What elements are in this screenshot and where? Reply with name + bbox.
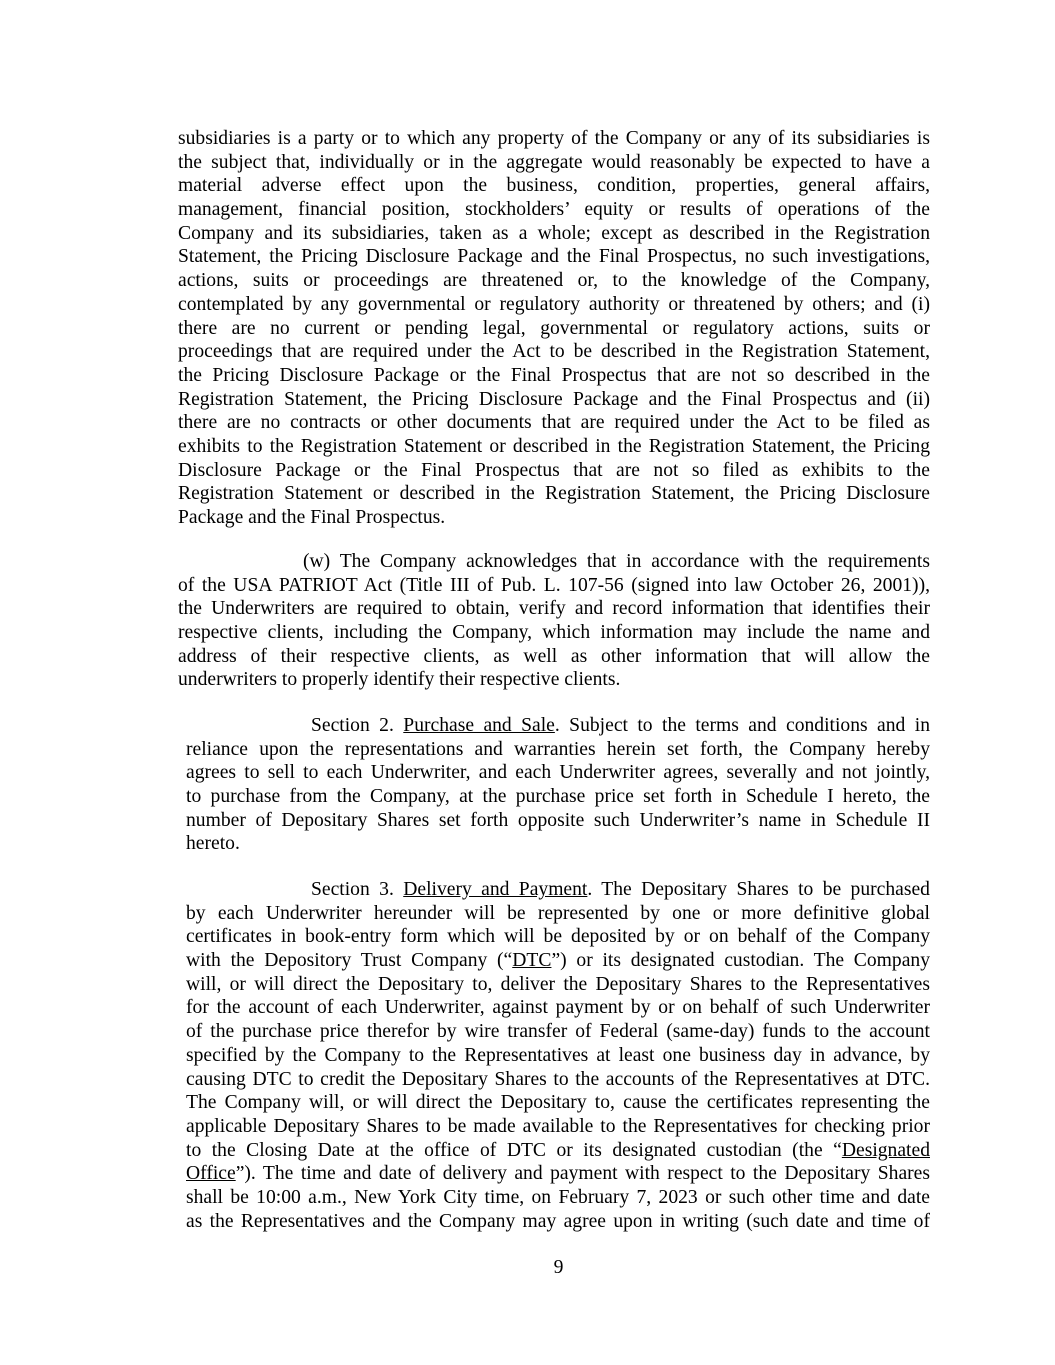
section-3-delivery-and-payment <box>186 878 930 1233</box>
text-line: as the Representatives and the Company may agree upon in writing (such date and time of <box>186 1210 930 1232</box>
underlined-term: Purchase and Sale <box>403 715 555 736</box>
text-line: proceedings that are required under the Act to be described in the Registration Statement, <box>178 341 930 363</box>
text-line: number of Depositary Shares set forth opposite such Underwriter’s name in Schedule II <box>186 809 930 831</box>
text-line: agrees to sell to each Underwriter, and each Underwriter agrees, severally and not jointly, <box>186 762 930 784</box>
text-line: for the account of each Underwriter, against payment by or on behalf of such Underwriter <box>186 997 930 1019</box>
text-segment: . The Depositary Shares to be purchased <box>587 879 930 900</box>
text-line: material adverse effect upon the business, condition, properties, general affairs, <box>178 175 930 197</box>
text-segment: with the Depository Trust Company (“ <box>186 950 513 972</box>
page-number: 9 <box>553 1257 564 1278</box>
text-line: subsidiaries is a party or to which any property of the Company or any of its subsidiaries is <box>178 128 930 149</box>
text-line: hereto. <box>186 833 240 855</box>
text-line: will, or will direct the Depositary to, deliver the Depositary Shares to the Representatives <box>186 973 930 995</box>
text-line: Package and the Final Prospectus. <box>178 507 446 528</box>
text-line: of the purchase price therefor by wire transfer of Federal (same-day) funds to the account <box>186 1021 930 1043</box>
text-line: Company and its subsidiaries, taken as a whole; except as described in the Registration <box>178 222 930 244</box>
text-line: the Underwriters are required to obtain, verify and record information that identifies their <box>178 598 930 620</box>
text-line: underwriters to properly identify their respective clients. <box>178 669 621 691</box>
text-line: shall be 10:00 a.m., New York City time, on February 7, 2023 or such other time and date <box>186 1186 930 1208</box>
text-segment: (w) The Company acknowledges that in accordance with the requirements <box>303 551 930 572</box>
text-line: Disclosure Package or the Final Prospectus that are not so filed as exhibits to the <box>178 459 930 481</box>
text-line: management, financial position, stockholders’ equity or results of operations of the <box>178 199 930 221</box>
text-line: there are no contracts or other documents that are required under the Act to be filed as <box>178 412 930 434</box>
text-segment: to the Closing Date at the office of DTC or its designated custodian (the “ <box>186 1139 842 1161</box>
text-line <box>186 949 930 973</box>
text-line: Registration Statement or described in the Registration Statement, the Pricing Disclosure <box>178 483 930 505</box>
text-line: the Pricing Disclosure Package or the Final Prospectus that are not so described in the <box>178 364 930 386</box>
underlined-term: DTC <box>512 950 552 972</box>
text-line: certificates in book-entry form which will be deposited by or on behalf of the Company <box>186 926 930 948</box>
text-line: actions, suits or proceedings are threatened or, to the knowledge of the Company, <box>178 270 930 292</box>
text-line <box>186 714 930 738</box>
text-line: applicable Depositary Shares to be made available to the Representatives for checking prior <box>186 1115 930 1137</box>
text-line: contemplated by any governmental or regulatory authority or threatened by others; and (i) <box>178 293 930 315</box>
text-line <box>186 1139 930 1163</box>
text-line: Registration Statement, the Pricing Disclosure Package and the Final Prospectus and (ii) <box>178 388 930 410</box>
text-segment: Section 2. <box>311 715 404 736</box>
text-segment: ”) or its designated custodian. The Company <box>551 950 930 972</box>
text-line: respective clients, including the Company, which information may include the name and <box>178 622 930 644</box>
text-line: Statement, the Pricing Disclosure Package and the Final Prospectus, no such investigations, <box>178 246 930 268</box>
underlined-term: Designated <box>841 1139 930 1161</box>
text-line: to purchase from the Company, at the purchase price set forth in Schedule I hereto, the <box>186 786 930 808</box>
text-line: by each Underwriter hereunder will be represented by one or more definitive global <box>186 902 930 924</box>
text-segment: ”). The time and date of delivery and payment with respect to the Depositary Shares <box>235 1163 930 1185</box>
text-line: reliance upon the representations and warranties herein set forth, the Company hereby <box>186 738 930 760</box>
text-line: the subject that, individually or in the aggregate would reasonably be expected to have a <box>178 151 930 173</box>
text-line <box>186 878 930 902</box>
text-line <box>178 550 930 574</box>
text-line: specified by the Company to the Representatives at least one business day in advance, by <box>186 1044 930 1066</box>
section-2-purchase-and-sale <box>186 714 930 856</box>
text-line <box>186 1162 930 1186</box>
underlined-term: Delivery and Payment <box>403 879 588 900</box>
paragraph-litigation <box>178 127 930 530</box>
text-line: The Company will, or will direct the Depositary to, cause the certificates representing the <box>186 1092 930 1114</box>
text-line: there are no current or pending legal, governmental or regulatory actions, suits or <box>178 317 930 339</box>
text-segment: Section 3. <box>311 879 404 900</box>
paragraph-patriot-act <box>178 550 930 692</box>
text-line: exhibits to the Registration Statement or described in the Registration Statement, the Pricing <box>178 435 930 457</box>
underlined-term: Office <box>186 1163 236 1185</box>
text-line: of the USA PATRIOT Act (Title III of Pub. L. 107-56 (signed into law October 26, 2001)), <box>178 574 930 596</box>
text-segment: . Subject to the terms and conditions and in <box>554 715 930 736</box>
text-line: causing DTC to credit the Depositary Shares to the accounts of the Representatives at DTC. <box>186 1068 930 1090</box>
text-line: address of their respective clients, as well as other information that will allow the <box>178 645 930 667</box>
